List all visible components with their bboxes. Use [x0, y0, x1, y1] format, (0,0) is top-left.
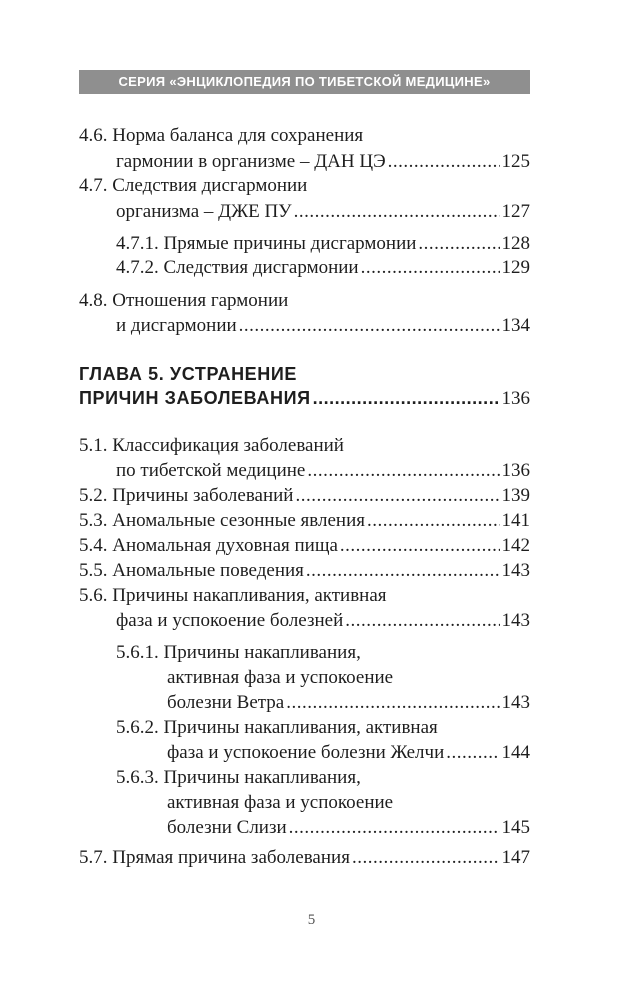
toc-entry-5-6-1-line2: активная фаза и успокоение [167, 667, 394, 688]
leader-dots [294, 200, 500, 224]
page-ref: 134 [501, 315, 530, 336]
leader-dots [446, 741, 499, 765]
toc-entry-4-6-line2: гармонии в организме – ДАН ЦЭ ..... 125 [116, 150, 530, 174]
toc-entry-5-6-line2: фаза и успокоение болезней ..... 143 [116, 609, 530, 633]
toc-entry-5-6-line1: 5.6. Причины накапливания, активная [79, 585, 387, 606]
page-ref: 129 [501, 257, 530, 278]
series-header: СЕРИЯ «ЭНЦИКЛОПЕДИЯ ПО ТИБЕТСКОЙ МЕДИЦИНЕ» [79, 70, 530, 94]
page-ref: 142 [501, 535, 530, 556]
leader-dots [307, 459, 499, 483]
toc-entry-4-7-2: 4.7.2. Следствия дисгармонии ..... 129 [116, 256, 530, 280]
toc-entry-5-6-1-line1: 5.6.1. Причины накапливания, [116, 642, 361, 663]
page-ref: 143 [501, 692, 530, 713]
toc-entry-4-7-line1: 4.7. Следствия дисгармонии [79, 175, 308, 196]
page-number: 5 [307, 912, 316, 928]
leader-dots [239, 314, 500, 338]
page-ref: 139 [501, 485, 530, 506]
page-ref: 147 [501, 847, 530, 868]
page-ref: 145 [501, 817, 530, 838]
leader-dots [388, 150, 500, 174]
leader-dots [286, 691, 499, 715]
toc-entry-4-7-1: 4.7.1. Прямые причины дисгармонии ..... 128 [116, 232, 530, 256]
toc-entry-5-6-2-line1: 5.6.2. Причины накапливания, активная [116, 717, 438, 738]
leader-dots [367, 509, 500, 533]
page-ref: 144 [501, 742, 530, 763]
leader-dots [306, 559, 500, 583]
toc-entry-5-1-line2: по тибетской медицине ..... 136 [116, 459, 530, 483]
toc-entry-5-4: 5.4. Аномальная духовная пища ..... 142 [79, 534, 530, 558]
toc-entry-4-7-line2: организма – ДЖЕ ПУ ..... 127 [116, 200, 530, 224]
toc-entry-5-6-1-line3: болезни Ветра ..... 143 [167, 691, 530, 715]
toc-entry-4-8-line1: 4.8. Отношения гармонии [79, 290, 289, 311]
page-ref: 136 [501, 460, 530, 481]
toc-entry-5-3: 5.3. Аномальные сезонные явления ..... 141 [79, 509, 530, 533]
toc-entry-5-6-3-line3: болезни Слизи ..... 145 [167, 816, 530, 840]
leader-dots [295, 484, 499, 508]
page-ref: 143 [501, 560, 530, 581]
chapter-5-title-line2: ПРИЧИН ЗАБОЛЕВАНИЯ ..... 136 [79, 386, 530, 411]
toc-entry-5-6-3-line2: активная фаза и успокоение [167, 792, 394, 813]
toc-entry-5-7: 5.7. Прямая причина заболевания ..... 147 [79, 846, 530, 870]
toc-entry-5-1-line1: 5.1. Классификация заболеваний [79, 435, 344, 456]
toc-entry-4-8-line2: и дисгармонии ..... 134 [116, 314, 530, 338]
leader-dots [352, 846, 500, 870]
leader-dots [313, 386, 500, 410]
page-ref: 143 [501, 610, 530, 631]
leader-dots [345, 609, 499, 633]
toc-entry-5-5: 5.5. Аномальные поведения ..... 143 [79, 559, 530, 583]
leader-dots [340, 534, 500, 558]
toc-entry-5-6-3-line1: 5.6.3. Причины накапливания, [116, 767, 361, 788]
toc-entry-4-6-line1: 4.6. Норма баланса для сохранения [79, 125, 364, 146]
page-ref: 136 [501, 388, 530, 409]
page-ref: 128 [501, 233, 530, 254]
leader-dots [361, 256, 500, 280]
chapter-5-title-line1: ГЛАВА 5. УСТРАНЕНИЕ [79, 364, 298, 384]
page-ref: 141 [501, 510, 530, 531]
toc-entry-5-6-2-line2: фаза и успокоение болезни Желчи ..... 144 [167, 741, 530, 765]
toc-entry-5-2: 5.2. Причины заболеваний ..... 139 [79, 484, 530, 508]
leader-dots [289, 816, 500, 840]
leader-dots [418, 232, 499, 256]
page-ref: 125 [501, 151, 530, 172]
page-ref: 127 [501, 201, 530, 222]
